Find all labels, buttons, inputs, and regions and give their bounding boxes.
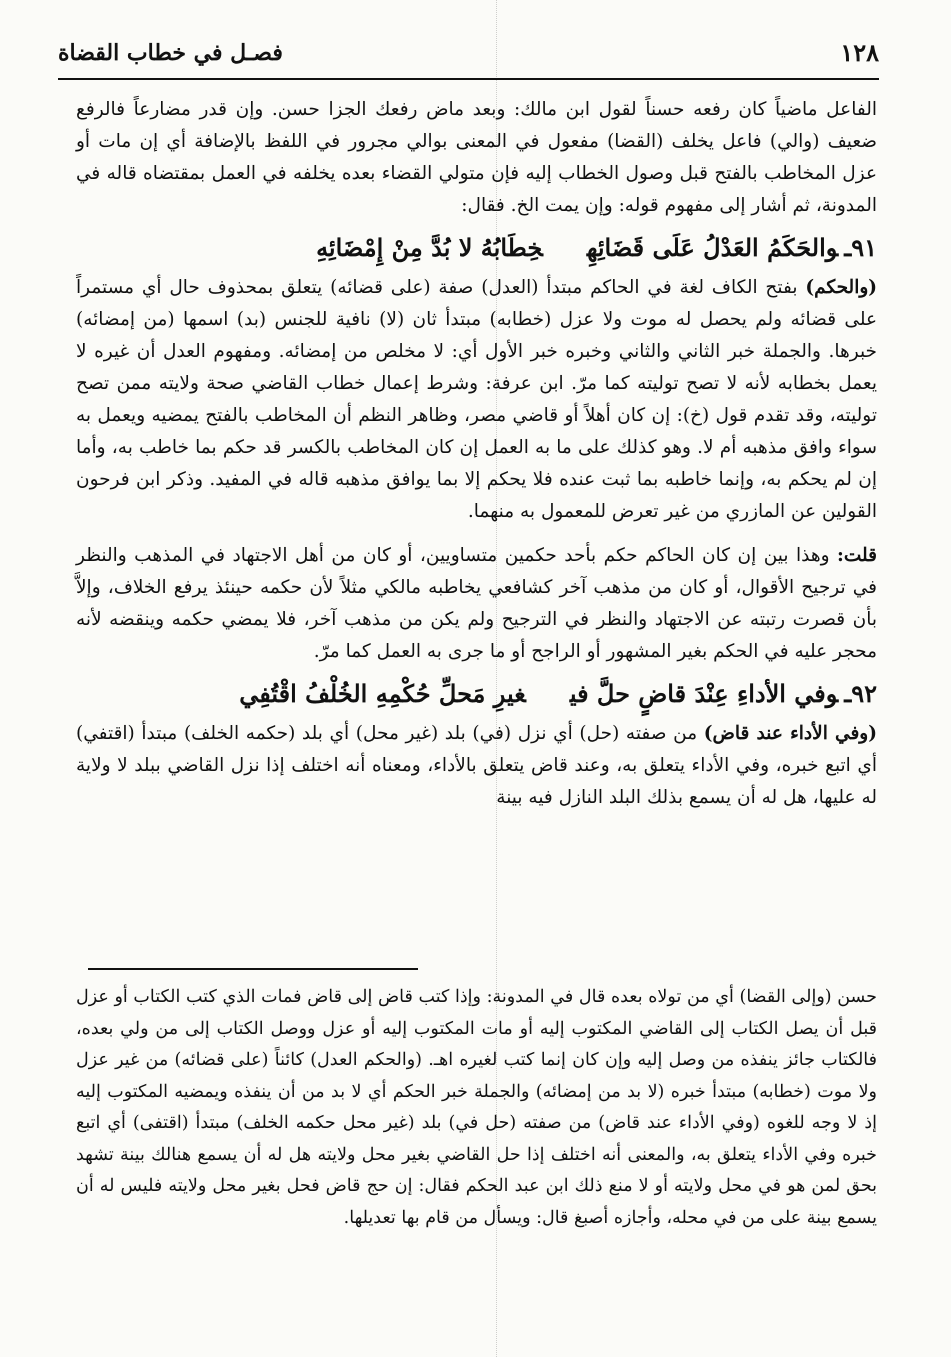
verse-second-hemistich: غيرِ مَحلِّ حُكْمِهِ الخُلْفُ اقْتُفِي (239, 679, 526, 708)
page-header (58, 34, 879, 80)
paragraph-2 (76, 272, 877, 528)
footnote-text: حسن (وإلى القضا) أي من تولاه بعده قال في المدونة: وإذا كتب قاض إلى قاض فمات الذي كتب الكتاب أو عزل قبل أن يصل الكتاب إلى القاضي المكتوب إليه أو مات المكتوب إليه أو عزل ووصل الكتاب إلى من ولي بعده، فالكتاب جائز ينفذه من وصل إليه وإن كان إنما كتب لغيره اهـ. (والحكم العدل) كائناً (على قضائه) من غير عزل ولا موت (خطابه) مبتدأ خبره (لا بد من إمضائه) والجملة خبر الحكم أي لا بد من أن ينفذه ويمضيه المكتوب إليه إذ لا وجه للغوه (وفي الأداء عند قاض) من صفته (حل في) بلد (غير محل حكمه الخلف) مبتدأ (اقتفى) أي اتبع خبره وفي الأداء يتعلق به، والمعنى أنه اختلف إذا حل القاضي بغير محل ولايته هل له أن يسمع هنالك بينة تشهد بحق لمن هو في محل ولايته أو لا منع ذلك ابن عبد الحكم فقال: إن حج قاض فحل بغير محل ولايته فليس له أن يسمع بينة على من في محله، وأجازه أصبغ قال: ويسأل من قام بها تعديلها. (76, 987, 877, 1228)
paragraph-lead: قلت: (837, 545, 877, 566)
footnote-separator (88, 968, 418, 970)
verse-first-hemistich: والحَكَمُ العَدْلُ عَلَى قَضَائِهِ (586, 233, 839, 262)
paragraph-text: من صفته (حل) أي نزل (في) بلد (غير محل) أي بلد (حكمه الخلف) مبتدأ (اقتفي) أي اتبع خبره، وفي الأداء يتعلق به، وعند قاض يتعلق بالأداء، ومعناه أنه اختلف إذا نزل القاضي ببلد لا ولاية له عليها، هل له أن يسمع بذلك البلد النازل فيه بينة (76, 723, 877, 808)
verse-92 (76, 674, 877, 714)
paragraph-lead: (وفي الأداء عند قاض) (703, 723, 877, 744)
main-text (76, 94, 877, 814)
paragraph-4 (76, 718, 877, 814)
spacer (76, 528, 877, 540)
paragraph-lead: (والحكم) (805, 277, 878, 298)
verse-number: ٩٢ـ (844, 679, 877, 708)
paragraph-1: الفاعل ماضياً كان رفعه حسناً لقول ابن مالك: وبعد ماض رفعك الجزا حسن. وإن قدر مضارعاً فالرفع ضعيف (والي) فاعل يخلف (القضا) مفعول في المعنى بوالي مجرور في اللفظ بالإضافة أي إن مات أو عزل المخاطب بالفتح قبل وصول الخطاب إليه فإن متولي القضاء بعده يخلفه في العمل بمقتضاه قاله في المدونة، ثم أشار إلى مفهوم قوله: وإن يمت الخ. فقال: (76, 99, 877, 216)
paragraph-text: وهذا بين إن كان الحاكم حكم بأحد حكمين متساويين، أو كان من أهل الاجتهاد في المذهب والنظر في ترجيح الأقوال، أو كان من مذهب آخر كشافعي يخاطبه مالكي مثلاً لأن حكمه حينئذ يرفع الخلاف، وإلاَّ بأن قصرت رتبته عن الاجتهاد والنظر في الترجيح ولم يكن من مذهب آخر، فلا يمضي حكمه وينقضه لأنه محجر عليه في الحكم بغير المشهور أو الراجح أو ما جرى به العمل كما مرّ. (76, 545, 877, 662)
running-title: فصـل في خطاب القضاة (58, 40, 283, 66)
paragraph-3 (76, 540, 877, 668)
verse-second-hemistich: خِطَابُهُ لا بُدَّ مِنْ إِمْضَائِهِ (316, 233, 543, 262)
verse-91 (76, 228, 877, 268)
footnotes (76, 982, 877, 1234)
verse-first-hemistich: وفي الأداءِ عِنْدَ قاضٍ حلَّ في (569, 679, 839, 708)
paragraph-text: بفتح الكاف لغة في الحاكم مبتدأ (العدل) صفة (على قضائه) يتعلق بمحذوف حال أي مستمراً على قضائه ولم يحصل له موت ولا عزل (خطابه) مبتدأ ثان (لا) نافية للجنس (بد) اسمها (من إمضائه) خبرها. والجملة خبر الثاني والثاني وخبره خبر الأول أي: لا مخلص من إمضائه. ومفهوم العدل أن غيره لا يعمل بخطابه لأنه لا تصح توليته كما مرّ. ابن عرفة: وشرط إعمال خطاب القاضي صحة ولايته ممن تصح توليته، وقد تقدم قول (خ): إن كان أهلاً أو قاضي مصر، وظاهر النظم أن المخاطب بالفتح يمضيه ويعمل به سواء وافق مذهبه أم لا. وهو كذلك على ما به العمل إن كان المخاطب بالكسر قد حكم بما خاطب به، وأما إن لم يحكم به، وإنما خاطبه بما ثبت عنده فلا يحكم إلا بما يوافق مذهبه قاله في المفيد. وذكر ابن فرحون القولين عن المازري من غير تعرض للمعمول به منهما. (76, 277, 877, 522)
verse-number: ٩١ـ (844, 233, 877, 262)
page-number: ١٢٨ (840, 38, 879, 67)
